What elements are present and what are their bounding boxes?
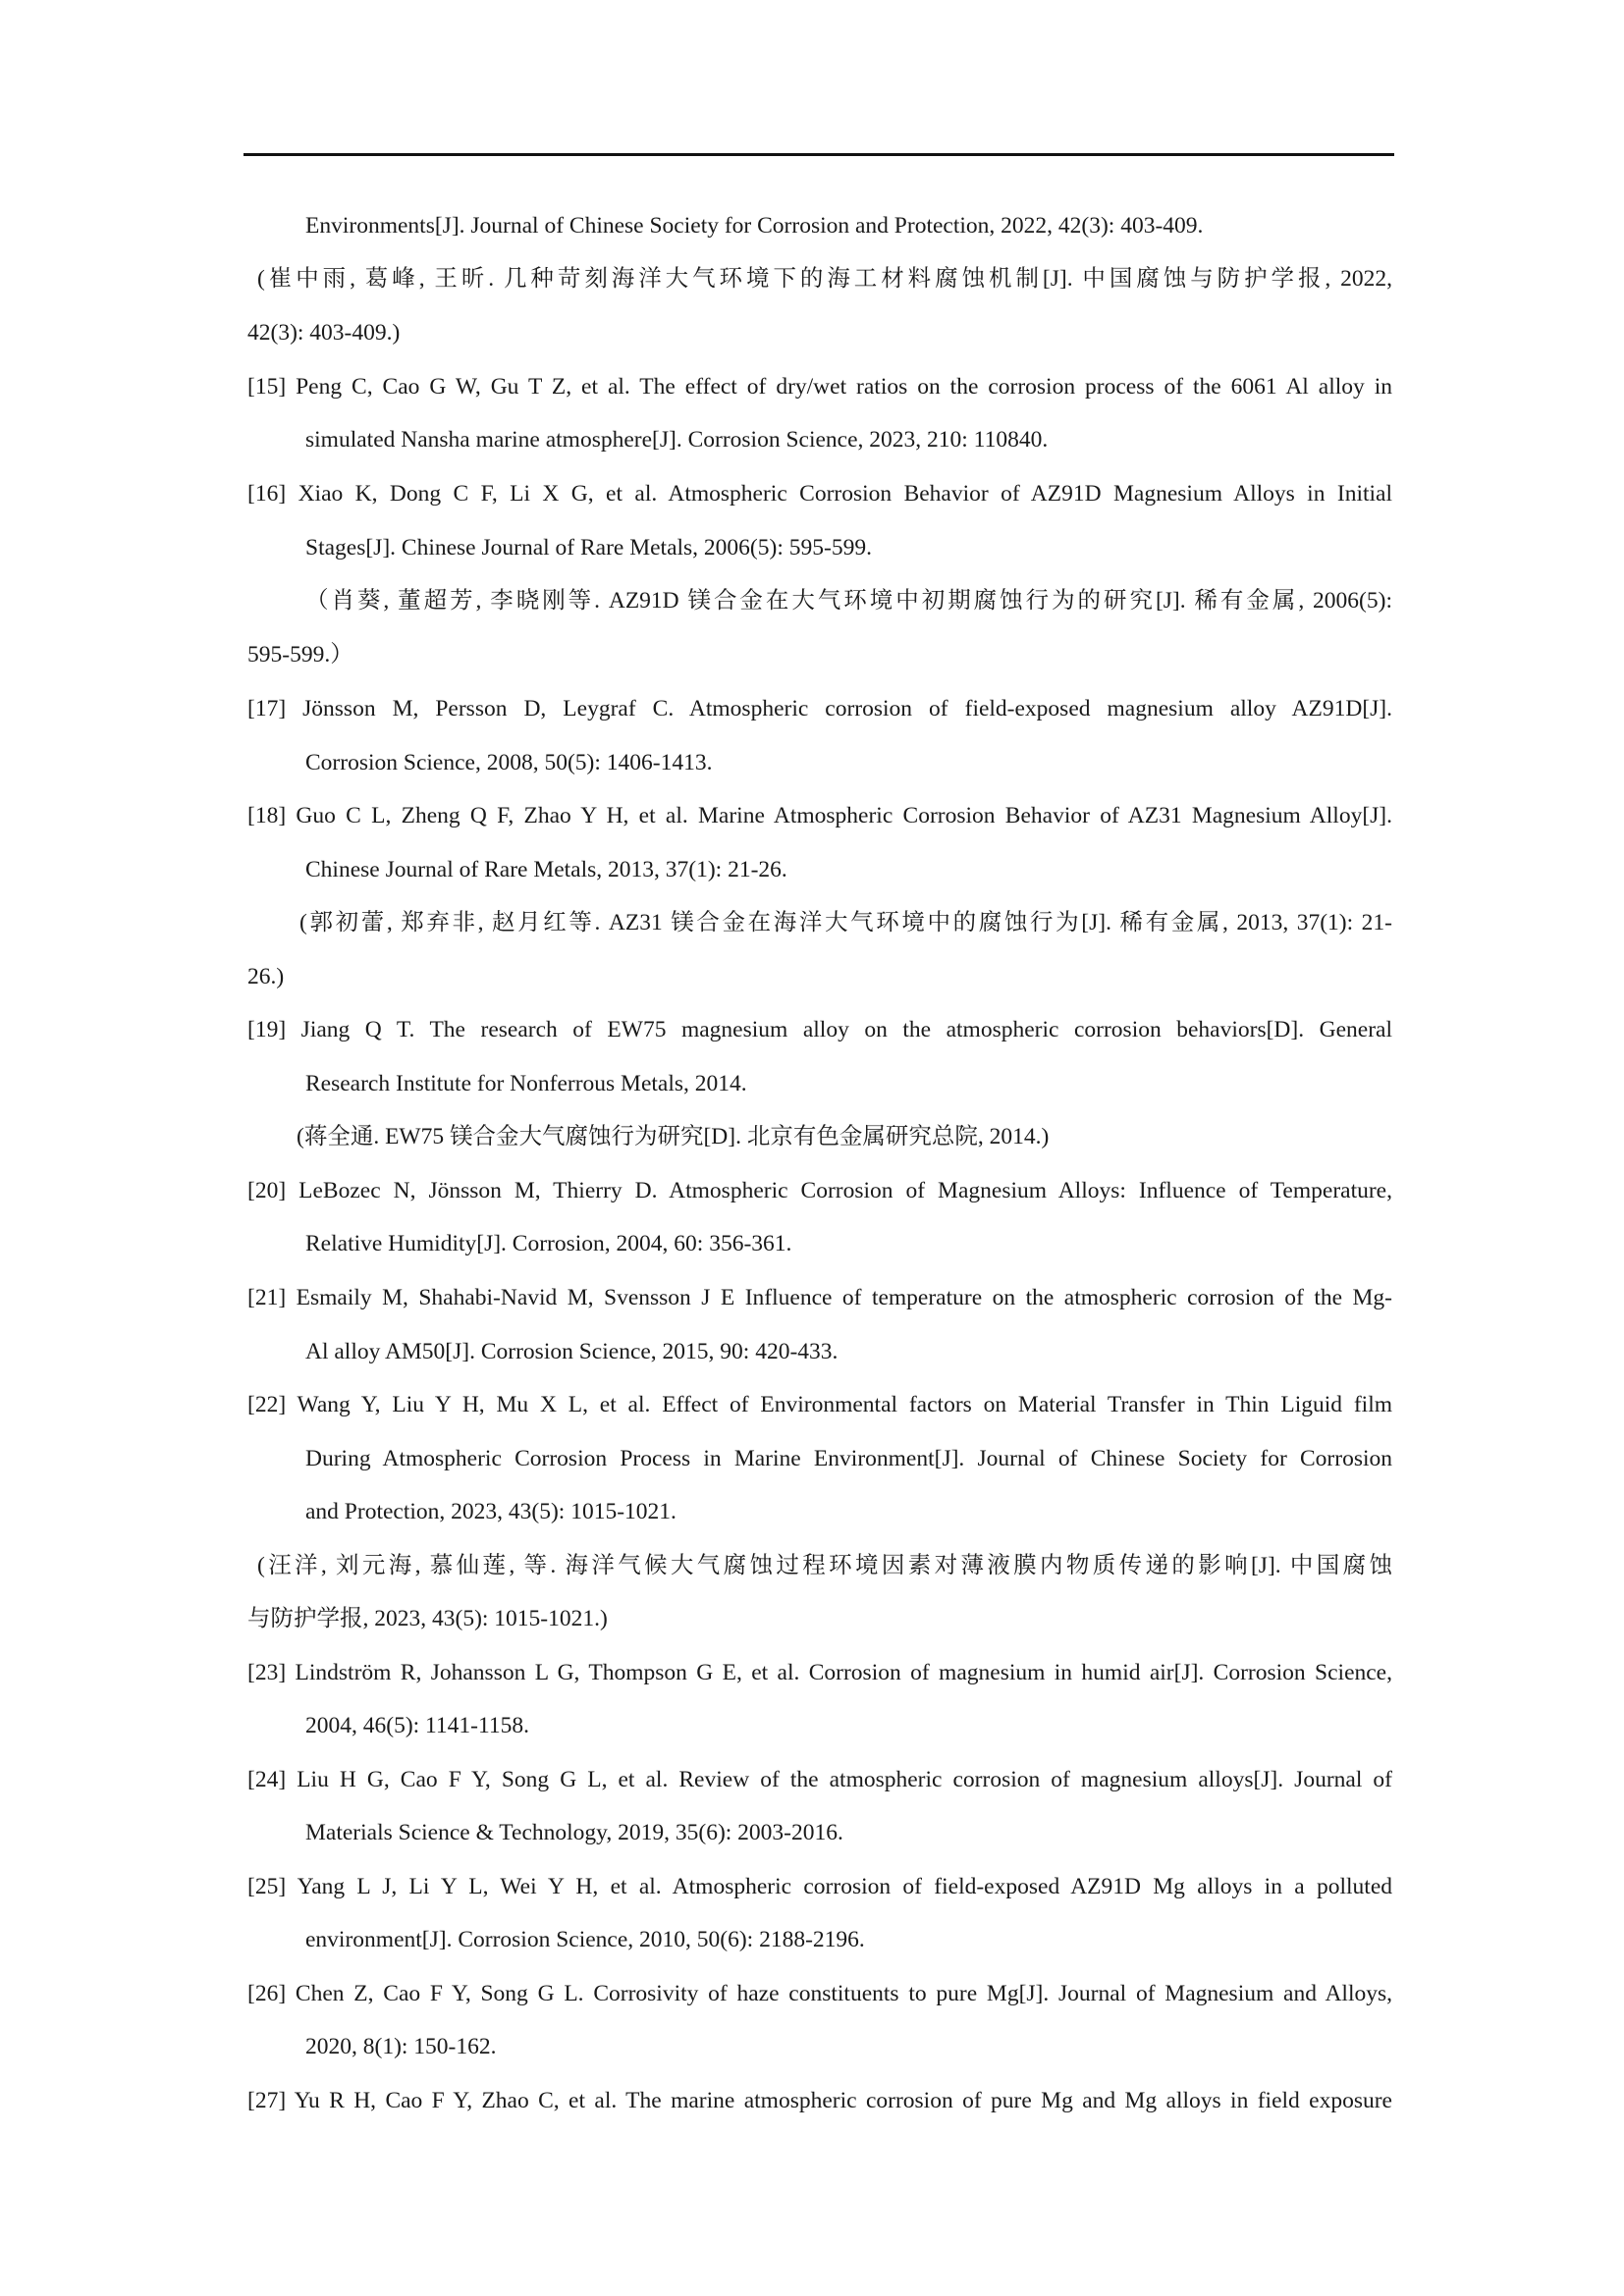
reference-line: Stages[J]. Chinese Journal of Rare Metals, 2006(5): 595-599.	[305, 535, 872, 561]
reference-line: 26.)	[247, 964, 285, 989]
reference-line: [26] Chen Z, Cao F Y, Song G L. Corrosivity of haze constituents to pure Mg[J]. Journal of Magnesium and Alloys,	[247, 1981, 1392, 2006]
reference-line: simulated Nansha marine atmosphere[J]. Corrosion Science, 2023, 210: 110840.	[305, 427, 1049, 453]
reference-line: (郭初蕾, 郑弃非, 赵月红等. AZ31 镁合金在海洋大气环境中的腐蚀行为[J]. 稀有金属, 2013, 37(1): 21-	[299, 910, 1392, 935]
reference-line: Research Institute for Nonferrous Metals, 2014.	[305, 1071, 747, 1096]
reference-line: During Atmospheric Corrosion Process in Marine Environment[J]. Journal of Chinese Society for Corrosion	[305, 1446, 1392, 1471]
reference-line: 42(3): 403-409.)	[247, 320, 401, 346]
reference-line: [27] Yu R H, Cao F Y, Zhao C, et al. The marine atmospheric corrosion of pure Mg and Mg alloys in field exposure	[247, 2088, 1392, 2113]
reference-line: [24] Liu H G, Cao F Y, Song G L, et al. Review of the atmospheric corrosion of magnesium alloys[J]. Journal of	[247, 1767, 1392, 1792]
reference-line: [25] Yang L J, Li Y L, Wei Y H, et al. Atmospheric corrosion of field-exposed AZ91D Mg alloys in a polluted	[247, 1874, 1392, 1899]
reference-line: (蒋全通. EW75 镁合金大气腐蚀行为研究[D]. 北京有色金属研究总院, 2014.)	[297, 1124, 1050, 1149]
reference-line: 2020, 8(1): 150-162.	[305, 2034, 497, 2059]
header-rule	[244, 153, 1394, 156]
reference-line: (崔中雨, 葛峰, 王昕. 几种苛刻海洋大气环境下的海工材料腐蚀机制[J]. 中国腐蚀与防护学报, 2022,	[257, 266, 1392, 292]
reference-line: 595-599.）	[247, 642, 353, 667]
reference-line: environment[J]. Corrosion Science, 2010, 50(6): 2188-2196.	[305, 1927, 865, 1952]
reference-line: [19] Jiang Q T. The research of EW75 magnesium alloy on the atmospheric corrosion behaviors[D]. General	[247, 1017, 1392, 1042]
reference-line: 与防护学报, 2023, 43(5): 1015-1021.)	[247, 1606, 608, 1631]
reference-line: [16] Xiao K, Dong C F, Li X G, et al. Atmospheric Corrosion Behavior of AZ91D Magnesium Alloys in Initial	[247, 481, 1392, 507]
reference-line: [18] Guo C L, Zheng Q F, Zhao Y H, et al. Marine Atmospheric Corrosion Behavior of AZ31 Magnesium Alloy[J].	[247, 803, 1392, 828]
reference-line: [17] Jönsson M, Persson D, Leygraf C. Atmospheric corrosion of field-exposed magnesium alloy AZ91D[J].	[247, 696, 1392, 721]
reference-line: [20] LeBozec N, Jönsson M, Thierry D. Atmospheric Corrosion of Magnesium Alloys: Influence of Temperature,	[247, 1178, 1392, 1203]
reference-line: [22] Wang Y, Liu Y H, Mu X L, et al. Effect of Environmental factors on Material Transfer in Thin Liguid film	[247, 1392, 1392, 1417]
reference-line: [15] Peng C, Cao G W, Gu T Z, et al. The effect of dry/wet ratios on the corrosion process of the 6061 Al alloy in	[247, 374, 1392, 400]
reference-line: Relative Humidity[J]. Corrosion, 2004, 60: 356-361.	[305, 1231, 792, 1256]
reference-line: and Protection, 2023, 43(5): 1015-1021.	[305, 1499, 677, 1524]
reference-line: Chinese Journal of Rare Metals, 2013, 37(1): 21-26.	[305, 857, 787, 882]
reference-line: Materials Science & Technology, 2019, 35(6): 2003-2016.	[305, 1820, 843, 1845]
reference-line: Corrosion Science, 2008, 50(5): 1406-1413.	[305, 750, 713, 775]
reference-line: (汪洋, 刘元海, 慕仙莲, 等. 海洋气候大气腐蚀过程环境因素对薄液膜内物质传递的影响[J]. 中国腐蚀	[257, 1553, 1392, 1578]
reference-line: Environments[J]. Journal of Chinese Society for Corrosion and Protection, 2022, 42(3): 403-409.	[305, 213, 1204, 239]
reference-line: （肖葵, 董超芳, 李晓刚等. AZ91D 镁合金在大气环境中初期腐蚀行为的研究[J]. 稀有金属, 2006(5):	[305, 588, 1392, 614]
reference-line: [23] Lindström R, Johansson L G, Thompson G E, et al. Corrosion of magnesium in humid air[J]. Corrosion Science,	[247, 1660, 1392, 1685]
reference-line: 2004, 46(5): 1141-1158.	[305, 1713, 530, 1738]
reference-line: Al alloy AM50[J]. Corrosion Science, 2015, 90: 420-433.	[305, 1339, 839, 1364]
reference-line: [21] Esmaily M, Shahabi-Navid M, Svensson J E Influence of temperature on the atmospheric corrosion of the Mg-	[247, 1285, 1392, 1310]
